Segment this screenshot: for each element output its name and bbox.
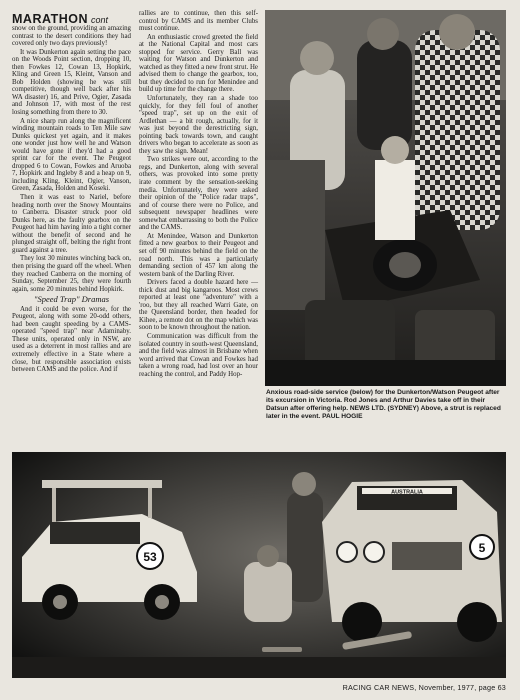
paragraph: Then it was east to Nariel, before heading north over the Snowy Mountains to Canberra. Disaster struck poor old Dunks here, as the faulty gearbox on the Peugeot had him having into a tight corner without the benefit of second and he plunged straight off, belting the right front guard against a tree. bbox=[12, 194, 131, 254]
paragraph: Unfortunately, they ran a shade too quickly, for they fell foul of another "speed trap", set up on the exit of Ardlethan — a bit rough, actually, for it was just beyond the derestricting sign, pointing back towards town, and caught drivers who began to accelerate as soon as they saw the sign. Mean! bbox=[139, 95, 258, 155]
photo-strut-replacement bbox=[265, 10, 506, 386]
photo-roadside-image bbox=[12, 452, 506, 678]
section-subtitle: cont bbox=[90, 15, 108, 25]
paragraph: They lost 30 minutes winching back on, then prising the guard off the wheel. When they reached Canberra on the morning of Sunday, September 25, they were fourth again, some 20 minutes behind Hopkirk. bbox=[12, 255, 131, 293]
datsun-number: 53 bbox=[143, 550, 157, 564]
paragraph: Two strikes were out, according to the regs, and Dunkerton, along with several others, was provoked into some pretty irate comment by the sensation-seeking media. Unfortunately, they were asked their opinion of the "Police radar traps", and of course there were no Police, and subsequent newspaper headlines were somewhat embarrassing to both the Police and the CAMS. bbox=[139, 156, 258, 232]
photo-roadside-service bbox=[12, 452, 506, 678]
photo-strut-image bbox=[265, 10, 506, 386]
paragraph: It was Dunkerton again setting the pace on the Woods Point section, dropping 10, then Fowkes 12, Cowan 13, Hopkirk, Kling and Green 15, Kleint, Vanson and Bob Holden (showing he was still competitive, though well back after his WA disaster) 16, and Prive, Ogier, Zasada and Johnson 17, with most of the rest losing something from there to 30. bbox=[12, 48, 131, 117]
article-column-1 bbox=[12, 25, 131, 375]
article-column-2 bbox=[139, 10, 258, 379]
paragraph: A nice sharp run along the magnificent winding mountain roads to Ten Mile saw Dunks quickest yet again, and it makes one wonder just how well he and Watson would have gone if they'd had a good sprint car for the event. The Peugeot dropped 6 to Cowan, Fowkes and Aruoba 7, Hopkirk and Ingleby 8 and a heap on 9, including Kling, Kleint, Ogier, Vanson, Green, Zasada, Holden and Koseki. bbox=[12, 117, 131, 193]
paragraph: snow on the ground, providing an amazing contrast to the desert conditions they had covered only two days previously! bbox=[12, 25, 131, 48]
section-title: MARATHON bbox=[12, 12, 88, 26]
photo-caption: Anxious road-side service (below) for the Dunkerton/Watson Peugeot after its excursion in Victoria. Rod Jones and Arthur Davies take off in their Datsun after offering help. NEWS LTD. (SYDNEY) Above, a strut is replaced later in the event. PAUL HOGIE bbox=[266, 389, 501, 420]
page-footer: RACING CAR NEWS, November, 1977, page 63 bbox=[342, 683, 506, 692]
windscreen-banner-text: AUSTRALIA bbox=[391, 489, 423, 496]
paragraph: An enthusiastic crowd greeted the field at the National Capital and most cars stopped for service. Gerry Ball was waiting for Watson and Dunkerton and watched as they fitted a new front strut. He advised them to change the gearbox, too, but they decided to run for Menindee and build up time for the change there. bbox=[139, 33, 258, 94]
paragraph: And it could be even worse, for the Peugeot, along with some 20-odd others, had been caught speeding by a CAMS-operated "speed trap" near Adaminaby. These units, operated only in NSW, are used as a deterrent in most rallies and are extremely effective in a State where a close, but responsible association exists between CAMS and the police. And if bbox=[12, 305, 131, 374]
paragraph: Communication was difficult from the isolated country in south-west Queensland, and the field was almost in Brisbane when word arrived that Cowan and Fowkes had taken a wrong road, had lost over an hour reaching the control, and Paddy Hop- bbox=[139, 332, 258, 378]
paragraph: rallies are to continue, then this self-control by CAMS and its member Clubs must continue. bbox=[139, 10, 258, 33]
peugeot-number: 5 bbox=[478, 541, 486, 555]
paragraph: Drivers faced a double hazard here — thick dust and big kangaroos. Most crews reported at least one "adventure" with a 'roo, but they all reached Warri Gate, on the Queensland border, then headed for Kihee, a remote dot on the map which was soon to be known throughout the nation. bbox=[139, 279, 258, 332]
subheading: "Speed Trap" Dramas bbox=[33, 294, 110, 305]
paragraph: At Menindee, Watson and Dunkerton fitted a new gearbox to their Peugeot and set off 90 minutes behind the field on the road north. This was a particularly demanding section of 457 km along the western bank of the Darling River. bbox=[139, 232, 258, 278]
